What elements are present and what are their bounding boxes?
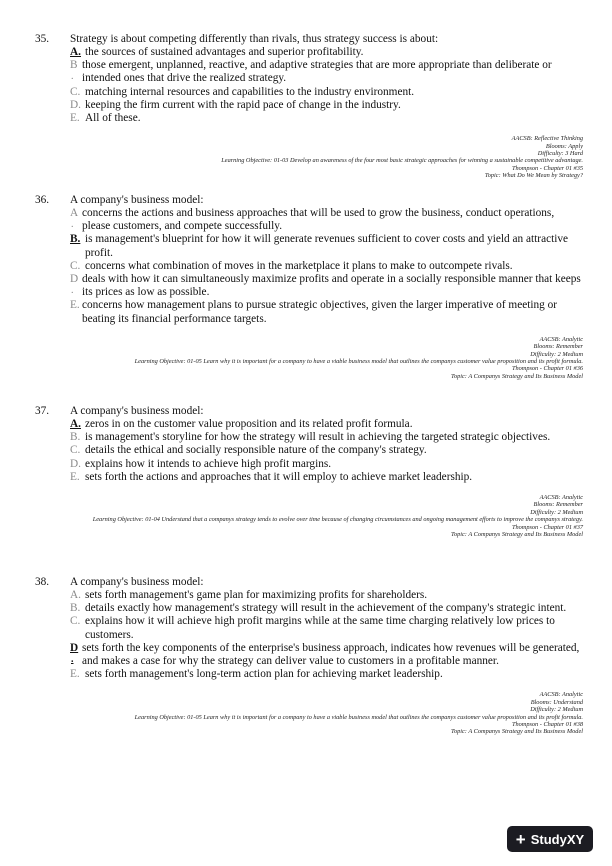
question-header (35, 576, 583, 589)
choice-e (70, 299, 583, 325)
choice-c (70, 444, 583, 457)
choice-text: explains how it will achieve high profit margins while at the same time charging relatively low prices to customers. (85, 615, 555, 641)
choice-text: concerns what combination of moves in the marketplace it plans to make to outcompete rivals. (85, 259, 513, 272)
meta-learning-objective: Learning Objective: 01-05 Learn why it is important for a company to have a viable business model that outlines the companys customer value proposition and its profit formula. (134, 713, 583, 721)
question-header (35, 405, 583, 418)
choice-text: details exactly how management's strategy will result in the achievement of the company's strategic intent. (85, 602, 567, 615)
choice-b (70, 602, 583, 615)
choice-letter: D (70, 273, 79, 286)
meta-learning-objective: Learning Objective: 01-05 Learn why it is important for a company to have a viable business model that outlines the companys customer value proposition and its profit formula. (134, 358, 583, 366)
question-metadata (35, 336, 583, 380)
meta-topic: Topic: A Companys Strategy and Its Business Model (451, 728, 583, 736)
meta-aacsb: AACSB: Analytic (539, 335, 583, 343)
question-number: 36. (35, 194, 50, 206)
meta-difficulty: Difficulty: 2 Medium (530, 350, 583, 358)
choice-letter: B (70, 59, 78, 72)
choice-d (70, 458, 583, 471)
meta-aacsb: AACSB: Analytic (539, 691, 583, 699)
question-number: 38. (35, 576, 50, 588)
choice-text: the sources of sustained advantages and superior profitability. (85, 46, 364, 58)
meta-topic: Topic: What Do We Mean by Strategy? (484, 172, 583, 180)
choice-e (70, 112, 583, 125)
choice-letter-dot: . (71, 285, 74, 297)
choice-letter: D (70, 641, 79, 654)
choice-text: sets forth management's game plan for maximizing profits for shareholders. (85, 589, 428, 601)
question-stem: Strategy is about competing differently than rivals, thus strategy success is about: (70, 33, 439, 45)
choice-b (70, 431, 583, 444)
question-35 (35, 33, 583, 180)
choice-letter: C. (70, 444, 81, 457)
choice-e (70, 668, 583, 681)
choice-letter: D. (70, 98, 81, 111)
choice-a (70, 46, 583, 59)
meta-topic: Topic: A Companys Strategy and Its Business Model (451, 372, 583, 380)
meta-blooms: Blooms: Apply (545, 142, 583, 150)
question-metadata (35, 494, 583, 538)
choice-a (70, 418, 583, 431)
meta-blooms: Blooms: Remember (533, 501, 583, 509)
choice-letter: B. (70, 431, 81, 444)
choice-c (70, 86, 583, 99)
choice-letter: B. (70, 233, 81, 246)
meta-source: Thompson - Chapter 01 #36 (511, 365, 583, 373)
choice-a (70, 589, 583, 602)
choice-letter: A. (70, 589, 81, 601)
meta-difficulty: Difficulty: 3 Hard (537, 150, 583, 158)
question-36 (35, 194, 583, 380)
choice-text: keeping the firm current with the rapid pace of change in the industry. (85, 98, 401, 111)
meta-source: Thompson - Chapter 01 #37 (511, 523, 583, 531)
question-stem: A company's business model: (70, 194, 204, 206)
meta-blooms: Blooms: Understand (530, 698, 583, 706)
question-header (35, 194, 583, 207)
choice-text: details the ethical and socially responsible nature of the company's strategy. (85, 444, 427, 457)
choice-letter: D. (70, 457, 81, 470)
question-metadata (35, 135, 583, 179)
choice-letter-dot: . (71, 653, 74, 665)
choice-text: matching internal resources and capabilities to the industry environment. (85, 85, 415, 98)
choice-d (70, 99, 583, 112)
choice-a (70, 207, 583, 233)
meta-blooms: Blooms: Remember (533, 343, 583, 351)
question-number: 35. (35, 33, 50, 45)
choice-text: sets forth the actions and approaches that it will employ to achieve market leadership. (85, 470, 473, 483)
choice-b (70, 233, 583, 259)
question-stem: A company's business model: (70, 576, 204, 588)
choice-d (70, 273, 583, 299)
question-37 (35, 405, 583, 538)
choice-text: All of these. (85, 112, 141, 125)
choice-d (70, 642, 583, 668)
choice-letter: A (70, 207, 79, 219)
choice-letter-dot: . (71, 219, 74, 230)
choice-letter: A. (70, 418, 81, 430)
choice-text: zeros in on the customer value proposition and its related profit formula. (85, 418, 413, 430)
meta-learning-objective: Learning Objective: 01-03 Develop an awareness of the four most basic strategic approaches for winning a sustainable competitive advantage. (221, 157, 583, 165)
meta-difficulty: Difficulty: 2 Medium (530, 706, 583, 714)
meta-aacsb: AACSB: Analytic (539, 494, 583, 502)
question-38 (35, 576, 583, 736)
choice-letter: E. (70, 668, 80, 681)
plus-icon: + (515, 829, 526, 849)
question-header (35, 33, 583, 46)
choice-text: concerns the actions and business approaches that will be used to grow the business, conduct operations, please customers, and compete successfully. (82, 207, 555, 233)
question-number: 37. (35, 405, 50, 417)
choice-letter-dot: . (71, 71, 74, 83)
meta-learning-objective: Learning Objective: 01-04 Understand that a companys strategy tends to evolve over time because of changing circumstances and ongoing management efforts to improve the companys strategy. (92, 516, 583, 524)
choice-letter: E. (70, 112, 80, 125)
choice-letter: B. (70, 602, 81, 615)
question-metadata (35, 691, 583, 735)
choice-letter: C. (70, 259, 81, 272)
choice-letter: E. (70, 470, 80, 483)
logo-text: StudyXY (530, 831, 585, 847)
choice-text: concerns how management plans to pursue strategic objectives, given the larger imperative of meeting or beating its financial performance targets. (82, 299, 558, 325)
meta-source: Thompson - Chapter 01 #38 (511, 721, 583, 729)
choice-text: sets forth management's long-term action plan for achieving market leadership. (85, 668, 443, 681)
choice-c (70, 615, 583, 641)
choice-text: explains how it intends to achieve high profit margins. (85, 457, 332, 470)
choice-e (70, 471, 583, 484)
studyxy-logo[interactable] (507, 826, 593, 852)
meta-difficulty: Difficulty: 2 Medium (530, 508, 583, 516)
choice-letter: C. (70, 615, 81, 628)
choice-text: deals with how it can simultaneously maximize profits and operate in a socially responsible manner that keeps its prices as low as possible. (82, 273, 581, 299)
meta-topic: Topic: A Companys Strategy and Its Business Model (451, 531, 583, 539)
choice-letter: C. (70, 85, 81, 98)
choice-text: is management's storyline for how the strategy will result in achieving the targeted strategic objectives. (85, 431, 551, 444)
choice-text: those emergent, unplanned, reactive, and adaptive strategies that are more appropriate than deliberate or intended ones that drive the realized strategy. (82, 59, 552, 85)
choice-b (70, 59, 583, 85)
meta-aacsb: AACSB: Reflective Thinking (511, 135, 583, 143)
choice-text: is management's blueprint for how it will generate revenues sufficient to cover costs and yield an attractive profit. (85, 233, 569, 259)
choice-text: sets forth the key components of the enterprise's business approach, indicates how revenues will be generated, and makes a case for why the strategy can deliver value to customers in a profitable manner. (82, 641, 580, 668)
question-stem: A company's business model: (70, 405, 204, 417)
choice-c (70, 260, 583, 273)
meta-source: Thompson - Chapter 01 #35 (511, 164, 583, 172)
choice-letter: A. (70, 46, 81, 58)
choice-letter: E. (70, 299, 80, 312)
